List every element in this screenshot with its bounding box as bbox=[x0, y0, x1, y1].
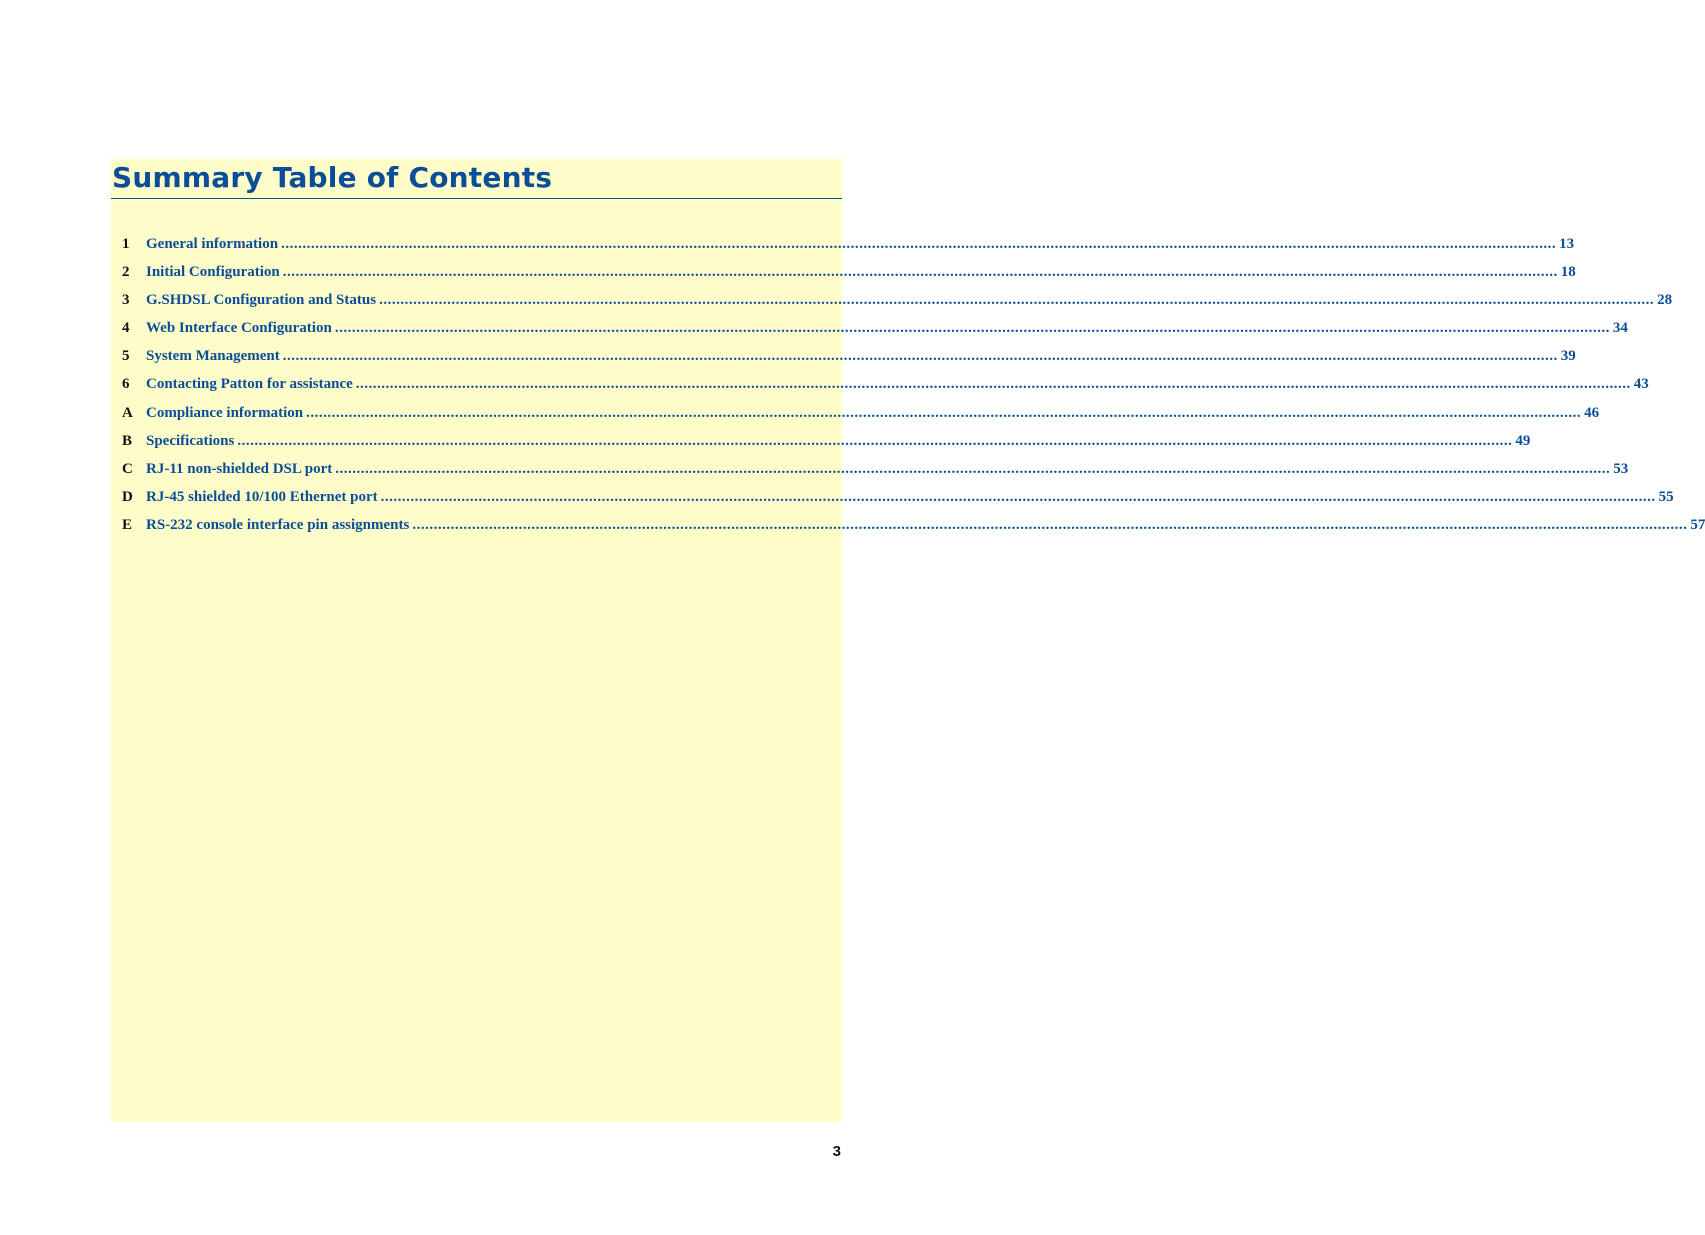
dot-leader: ............................................................................................................................................................................................................................................................................................................ bbox=[412, 516, 1688, 533]
toc-entry-page[interactable]: 28 bbox=[1657, 292, 1673, 309]
title-divider bbox=[111, 198, 842, 199]
toc-entry-page[interactable]: 18 bbox=[1560, 264, 1576, 281]
toc-entry-number: 3 bbox=[122, 292, 130, 309]
page-number: 3 bbox=[832, 1143, 841, 1160]
toc-entry-link[interactable]: Contacting Patton for assistance bbox=[146, 376, 353, 393]
toc-entry-link[interactable]: General information bbox=[146, 236, 279, 252]
toc-entry-number: D bbox=[122, 488, 133, 505]
toc-entry-number: B bbox=[122, 432, 133, 449]
toc-entry-e[interactable] bbox=[122, 515, 1705, 543]
dot-leader: ............................................................................................................................................................................................................................................................................................................ bbox=[379, 292, 1655, 309]
toc-entry-number: C bbox=[122, 460, 133, 477]
toc-entry-number: 5 bbox=[122, 348, 130, 365]
toc-entry-1[interactable] bbox=[122, 234, 1575, 262]
toc-entry-page[interactable]: 53 bbox=[1613, 460, 1629, 477]
toc-entry-3[interactable] bbox=[122, 290, 1673, 318]
toc-entry-link[interactable]: Initial Configuration bbox=[146, 264, 280, 281]
toc-entry-6[interactable] bbox=[122, 374, 1649, 402]
toc-entry-page[interactable]: 43 bbox=[1633, 376, 1649, 393]
toc-entry-link[interactable]: RS-232 console interface pin assignments bbox=[146, 516, 410, 533]
dot-leader: ............................................................................................................................................................................................................................................................................................................ bbox=[237, 432, 1513, 449]
dot-leader: ............................................................................................................................................................................................................................................................................................................ bbox=[282, 264, 1558, 281]
toc-entry-link[interactable]: System Management bbox=[146, 348, 280, 365]
page-title: Summary Table of Contents bbox=[112, 161, 553, 194]
toc-entry-number: 6 bbox=[122, 376, 130, 393]
toc-entry-page[interactable]: 55 bbox=[1658, 488, 1674, 505]
toc-entry-page[interactable]: 49 bbox=[1515, 432, 1531, 449]
dot-leader: ............................................................................................................................................................................................................................................................................................................ bbox=[334, 320, 1610, 337]
toc-entry-2[interactable] bbox=[122, 262, 1576, 290]
toc-entry-c[interactable] bbox=[122, 459, 1629, 487]
toc-entry-page[interactable]: 46 bbox=[1584, 404, 1600, 421]
toc-entry-number: E bbox=[122, 516, 133, 533]
toc-entry-page[interactable]: 57 bbox=[1690, 516, 1705, 533]
toc-entry-link[interactable]: RJ-45 shielded 10/100 Ethernet port bbox=[146, 488, 378, 505]
toc-entry-number: A bbox=[122, 404, 133, 421]
toc-entry-link[interactable]: Web Interface Configuration bbox=[146, 320, 332, 337]
toc-entry-5[interactable] bbox=[122, 346, 1576, 374]
toc-entry-page[interactable]: 34 bbox=[1612, 320, 1628, 337]
toc-entry-number: 2 bbox=[122, 264, 130, 281]
dot-leader: ............................................................................................................................................................................................................................................................................................................ bbox=[380, 488, 1656, 505]
toc-entry-a[interactable] bbox=[122, 403, 1600, 431]
dot-leader: ............................................................................................................................................................................................................................................................................................................ bbox=[355, 376, 1631, 393]
toc-list bbox=[122, 234, 1705, 543]
toc-entry-page[interactable]: 39 bbox=[1560, 348, 1576, 365]
toc-entry-d[interactable] bbox=[122, 487, 1674, 515]
toc-entry-number: 1 bbox=[122, 236, 130, 252]
toc-entry-link[interactable]: Compliance information bbox=[146, 404, 304, 421]
toc-entry-link[interactable]: RJ-11 non-shielded DSL port bbox=[146, 460, 333, 477]
toc-entry-4[interactable] bbox=[122, 318, 1628, 346]
dot-leader: ............................................................................................................................................................................................................................................................................................................ bbox=[281, 236, 1557, 252]
dot-leader: ............................................................................................................................................................................................................................................................................................................ bbox=[335, 460, 1611, 477]
toc-entry-page[interactable]: 13 bbox=[1559, 236, 1575, 252]
dot-leader: ............................................................................................................................................................................................................................................................................................................ bbox=[282, 348, 1558, 365]
dot-leader: ............................................................................................................................................................................................................................................................................................................ bbox=[306, 404, 1582, 421]
toc-entry-link[interactable]: Specifications bbox=[146, 432, 235, 449]
toc-entry-b[interactable] bbox=[122, 431, 1531, 459]
toc-entry-number: 4 bbox=[122, 320, 130, 337]
toc-entry-link[interactable]: G.SHDSL Configuration and Status bbox=[146, 292, 377, 309]
